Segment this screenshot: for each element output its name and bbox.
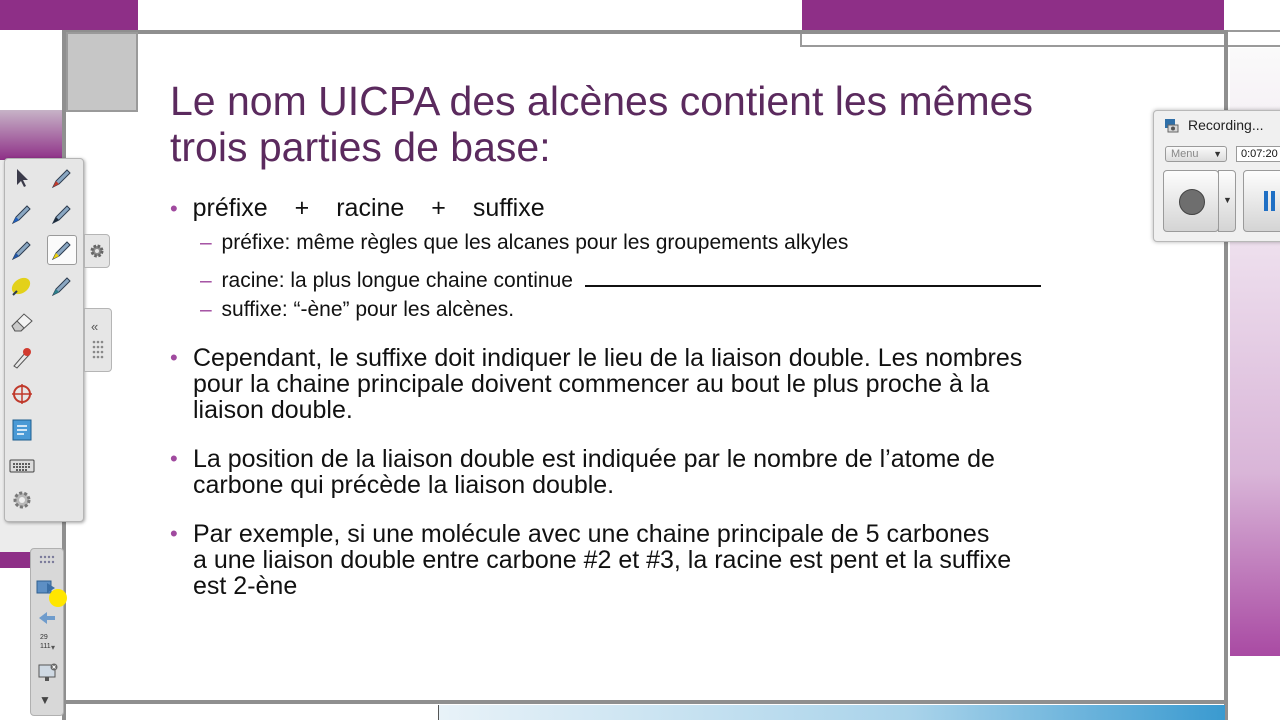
formula-plus-1: + bbox=[294, 194, 310, 222]
pen-blue-icon[interactable] bbox=[7, 199, 37, 229]
bullet-text-line: carbone qui précède la liaison double. bbox=[193, 471, 615, 499]
slide-title-line-1: Le nom UICPA des alcènes contient les mêmes bbox=[170, 78, 1033, 124]
pause-icon-bar-right bbox=[1271, 191, 1275, 211]
bullet-however bbox=[170, 345, 1022, 423]
highlighter-yellow-icon[interactable] bbox=[7, 271, 37, 301]
select-arrow-icon[interactable] bbox=[7, 163, 37, 193]
eraser-icon[interactable] bbox=[7, 307, 37, 337]
formula-suffix: suffixe bbox=[472, 194, 545, 222]
bullet-marker: • bbox=[170, 196, 178, 221]
chevron-down-icon: ▼ bbox=[1223, 195, 1232, 205]
dash-marker: – bbox=[200, 269, 212, 292]
formula-root: racine bbox=[336, 194, 405, 222]
record-button[interactable] bbox=[1163, 170, 1219, 232]
magic-pen-icon[interactable] bbox=[7, 343, 37, 373]
decor-stripe-left bbox=[0, 110, 62, 160]
pointer-icon[interactable] bbox=[7, 379, 37, 409]
page-indicator bbox=[40, 633, 51, 651]
chevron-down-icon: ▼ bbox=[1213, 149, 1222, 159]
subitem-root bbox=[200, 265, 1041, 293]
decor-panel-right-bottom bbox=[1230, 656, 1280, 720]
recorder-menu-label: Menu bbox=[1171, 148, 1199, 160]
settings-icon[interactable] bbox=[7, 485, 37, 515]
pen-blue-icon[interactable] bbox=[7, 235, 37, 265]
previous-page-icon[interactable] bbox=[35, 609, 59, 627]
bullet-text-line: est 2-ène bbox=[193, 572, 298, 600]
palette-collapse-handle[interactable] bbox=[84, 308, 112, 372]
bullet-formula bbox=[170, 195, 545, 222]
bullet-text-line: pour la chaine principale doivent commencer au bout le plus proche à la bbox=[193, 370, 990, 398]
decor-band-top-left bbox=[0, 0, 138, 30]
pause-icon-bar-left bbox=[1264, 191, 1268, 211]
slide-title bbox=[170, 78, 1160, 170]
cursor-highlight bbox=[49, 589, 67, 607]
dash-marker: – bbox=[200, 231, 212, 254]
page-navigation-bar bbox=[30, 548, 64, 716]
slide-title-line-2: trois parties de base: bbox=[170, 124, 551, 170]
recorder-app-icon bbox=[1163, 116, 1181, 134]
fill-in-blank-line bbox=[585, 265, 1041, 287]
record-options-button[interactable] bbox=[1218, 170, 1236, 232]
slide-frame-top bbox=[62, 30, 1228, 34]
pen-red-icon[interactable] bbox=[47, 163, 77, 193]
drag-grip-icon[interactable] bbox=[90, 339, 106, 361]
bullet-marker: • bbox=[170, 345, 178, 370]
bullet-text-line: Par exemple, si une molécule avec une chaine principale de 5 carbones bbox=[193, 520, 990, 548]
pen-yellow-active-icon[interactable] bbox=[47, 235, 77, 265]
drag-grip-icon[interactable] bbox=[39, 555, 55, 565]
subitem-suffix-text: suffixe: “-ène” pour les alcènes. bbox=[221, 298, 515, 321]
recording-status-label: Recording... bbox=[1188, 117, 1264, 133]
note-icon[interactable] bbox=[7, 415, 37, 445]
decor-panel-left-low bbox=[0, 568, 30, 720]
pen-dark-icon[interactable] bbox=[47, 199, 77, 229]
bullet-text-line: La position de la liaison double est indiquée par le nombre de l’atome de bbox=[193, 445, 995, 473]
decor-grey-box bbox=[66, 32, 138, 112]
bullet-text-line: liaison double. bbox=[193, 396, 353, 424]
palette-gear-icon[interactable] bbox=[84, 234, 110, 268]
formula-prefix: préfixe bbox=[192, 194, 268, 222]
page-indicator-current: 29 bbox=[40, 634, 48, 641]
bullet-example bbox=[170, 521, 1011, 599]
record-icon bbox=[1179, 189, 1205, 215]
dash-marker: – bbox=[200, 298, 212, 321]
bullet-marker: • bbox=[170, 446, 178, 471]
page-dropdown-icon[interactable]: ▾ bbox=[51, 643, 56, 652]
taskbar-gradient bbox=[438, 705, 1225, 720]
bullet-position bbox=[170, 446, 995, 498]
expand-down-icon[interactable]: ▼ bbox=[39, 693, 51, 707]
bullet-text-line: a une liaison double entre carbone #2 et #3, la racine est pent et la suffixe bbox=[193, 546, 1012, 574]
pause-button[interactable] bbox=[1243, 170, 1280, 232]
pen-teal-icon[interactable] bbox=[47, 271, 77, 301]
recording-elapsed-time: 0:07:20 bbox=[1236, 146, 1280, 162]
keyboard-icon[interactable] bbox=[7, 451, 37, 481]
pen-tool-palette bbox=[4, 158, 84, 522]
screen-capture-icon[interactable] bbox=[37, 663, 59, 683]
recorder-menu-dropdown[interactable] bbox=[1165, 146, 1227, 162]
collapse-arrows-icon[interactable]: « bbox=[91, 319, 99, 334]
decor-band-bottom-left bbox=[0, 552, 30, 568]
bullet-text-line: Cependant, le suffixe doit indiquer le lieu de la liaison double. Les nombres bbox=[193, 344, 1023, 372]
subitem-prefix-text: préfixe: même règles que les alcanes pour les groupements alkyles bbox=[221, 231, 849, 254]
subitem-suffix bbox=[200, 298, 514, 322]
page-indicator-total: 111 bbox=[40, 643, 51, 650]
formula-plus-2: + bbox=[431, 194, 446, 222]
subitem-root-text: racine: la plus longue chaine continue bbox=[221, 269, 573, 292]
subitem-prefix bbox=[200, 231, 848, 255]
bullet-marker: • bbox=[170, 521, 178, 546]
decor-band-top-right bbox=[802, 0, 1224, 30]
